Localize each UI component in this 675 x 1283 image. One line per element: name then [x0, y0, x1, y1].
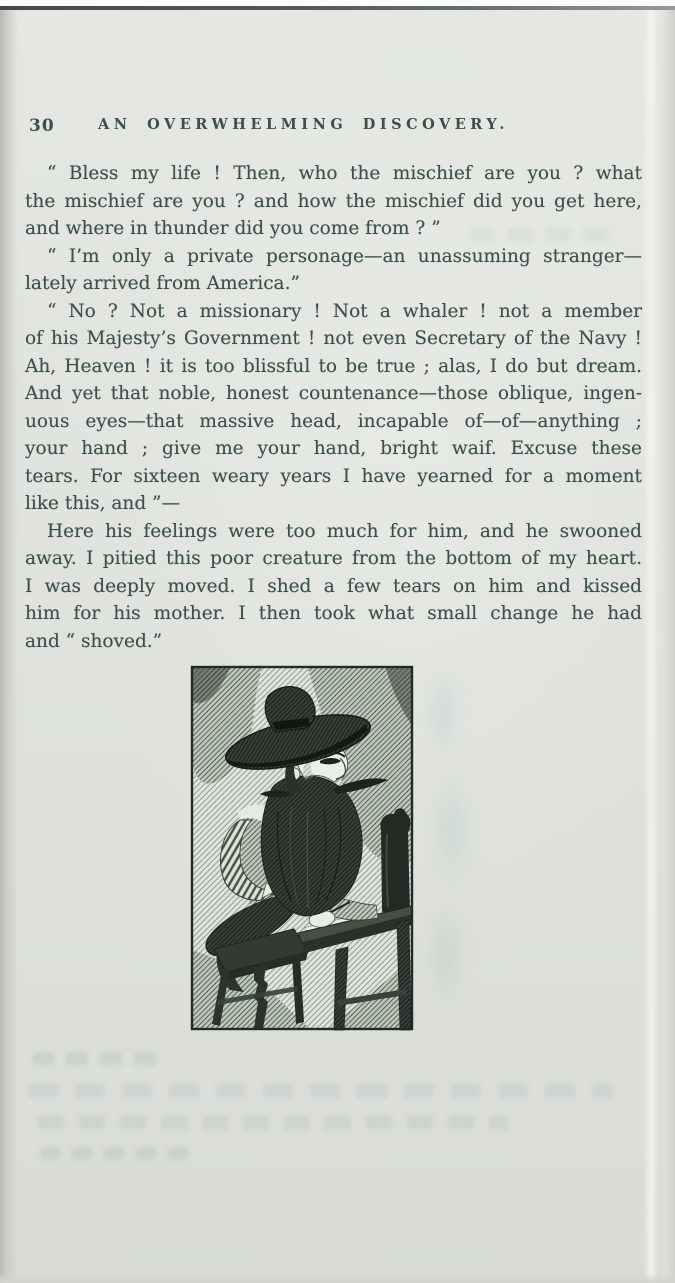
scan-bottom-edge	[0, 1273, 675, 1283]
paragraph	[25, 518, 642, 656]
text-line: him for his mother. I then took what small change he had	[25, 603, 642, 624]
text-line: lately arrived from America.”	[25, 273, 300, 294]
text-line: “ Bless my life ! Then, who the mischief are you ? what	[47, 163, 642, 184]
page-content	[25, 116, 642, 1035]
text-line: Ah, Heaven ! it is too blissful to be true ; alas, I do but dream.	[25, 355, 642, 377]
page-header	[25, 116, 642, 138]
text-line: away. I pitied this poor creature from the bottom of my heart.	[25, 548, 642, 569]
bleedthrough-smudge	[32, 1052, 162, 1065]
text-line: of his Majesty’s Government ! not even Secretary of the Navy !	[25, 328, 642, 349]
paragraph	[25, 298, 642, 518]
text-line: I was deeply moved. I shed a few tears on him and kissed	[25, 575, 642, 597]
running-head: AN OVERWHELMING DISCOVERY.	[98, 116, 509, 133]
text-line: and where in thunder did you come from ? ”	[25, 218, 441, 239]
scan-right-edge	[659, 10, 675, 1283]
text-line: “ No ? Not a missionary ! Not a whaler ! not a member	[47, 300, 642, 322]
text-line: the mischief are you ? and how the mischief did you get here,	[25, 190, 642, 212]
text-line: your hand ; give me your hand, bright waif. Excuse these	[25, 438, 642, 459]
bearded-man-engraving	[188, 662, 416, 1035]
text-line: uous eyes—that massive head, incapable of—of—anything ;	[25, 410, 642, 432]
text-line: tears. For sixteen weary years I have yearned for a moment	[25, 465, 642, 487]
paragraph	[25, 243, 642, 298]
text-line: and “ shoved.”	[25, 630, 163, 652]
text-line: And yet that noble, honest countenance—those oblique, ingen-	[25, 383, 642, 404]
engraving-illustration	[188, 662, 416, 1035]
text-line: Here his feelings were too much for him, and he swooned	[47, 520, 642, 542]
text-line: like this, and ”—	[25, 493, 181, 514]
page-fold-highlight	[643, 10, 659, 1283]
scan-top-edge	[0, 6, 675, 10]
bleedthrough-smudge	[28, 1083, 613, 1098]
scan-left-edge	[0, 10, 18, 1283]
bleedthrough-smudge	[470, 228, 610, 242]
bleedthrough-smudge	[38, 1115, 508, 1130]
page-number: 30	[29, 116, 55, 136]
bleedthrough-smudge	[40, 1147, 190, 1160]
text-line: “ I’m only a private personage—an unassuming stranger—	[47, 245, 642, 267]
